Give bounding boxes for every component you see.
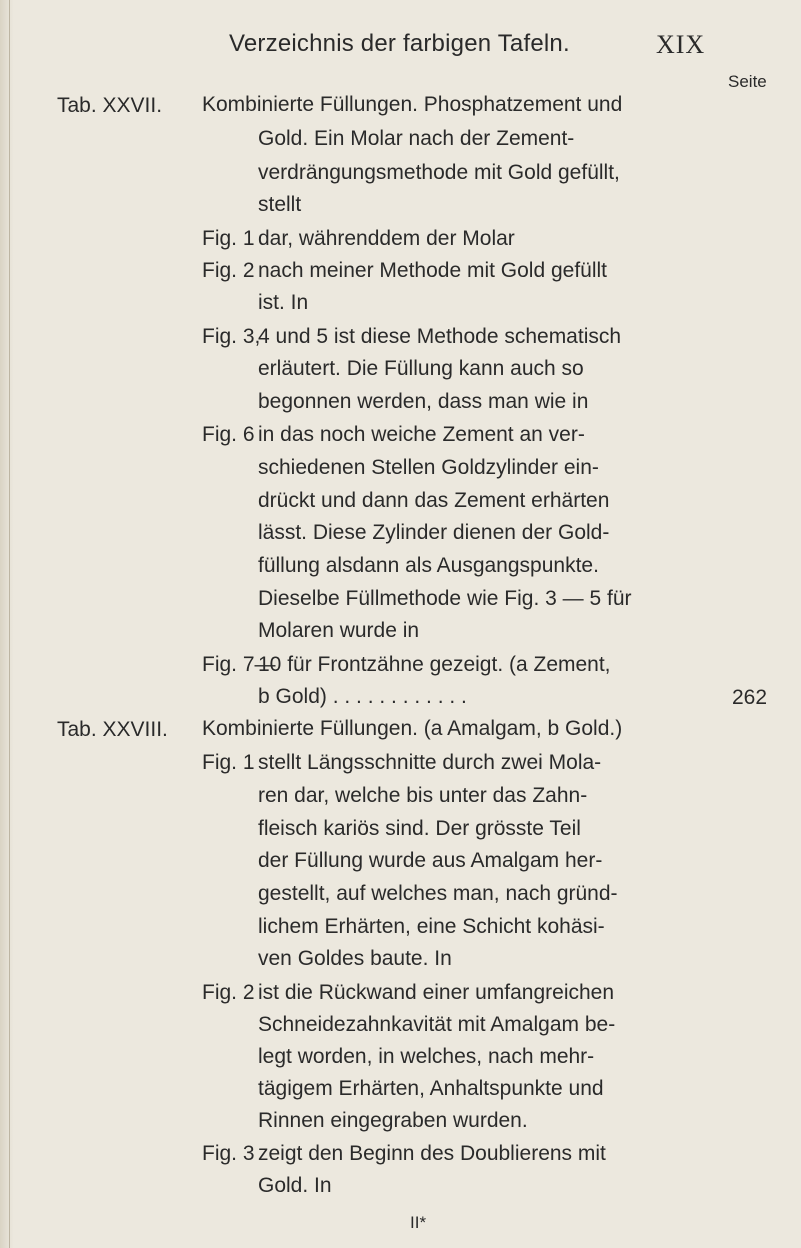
fig-label: Fig. 1 <box>202 751 255 774</box>
entry-line: Gold. Ein Molar nach der Zement- <box>258 127 575 150</box>
fig-label: Fig. 2 <box>202 981 255 1004</box>
fig-label: Fig. 1 <box>202 227 255 250</box>
fig-label: Fig. 7— <box>202 653 276 676</box>
entry-line: Kombinierte Füllungen. Phosphatzement und <box>202 93 623 116</box>
entry-line: ven Goldes baute. In <box>258 947 452 970</box>
entry-line: lässt. Diese Zylinder dienen der Gold- <box>258 521 610 544</box>
entry-line: schiedenen Stellen Goldzylinder ein- <box>258 456 599 479</box>
fig-label: Fig. 3, <box>202 325 261 348</box>
fig-row <box>202 324 621 350</box>
fig-row <box>202 1141 606 1167</box>
entry-line: 10 für Frontzähne gezeigt. (a Zement, <box>258 653 611 676</box>
entry-line: erläutert. Die Füllung kann auch so <box>258 357 584 380</box>
entry-line: füllung alsdann als Ausgangspunkte. <box>258 554 599 577</box>
fig-row <box>202 980 614 1006</box>
entry-line: in das noch weiche Zement an ver- <box>258 423 585 446</box>
entry-line: Gold. In <box>258 1174 332 1197</box>
book-gutter <box>0 0 14 1248</box>
entry-line: b Gold) . . . . . . . . . . . . <box>258 685 467 708</box>
entry-line: lichem Erhärten, eine Schicht kohäsi- <box>258 915 605 938</box>
entry-line: ren dar, welche bis unter das Zahn- <box>258 784 588 807</box>
entry-line: Rinnen eingegraben wurden. <box>258 1109 528 1132</box>
entry-line: tägigem Erhärten, Anhaltspunkte und <box>258 1077 604 1100</box>
running-title: Verzeichnis der farbigen Tafeln. <box>229 30 570 57</box>
tab-label-xxviii: Tab. XXVIII. <box>57 718 168 741</box>
entry-line: gestellt, auf welches man, nach gründ- <box>258 882 618 905</box>
seite-column-label: Seite <box>728 72 767 91</box>
page-ref: 262 <box>732 686 768 709</box>
entry-line: fleisch kariös sind. Der grösste Teil <box>258 817 581 840</box>
fig-row <box>202 226 515 252</box>
fig-row <box>202 258 607 284</box>
entry-line: begonnen werden, dass man wie in <box>258 390 589 413</box>
tab-label-xxvii: Tab. XXVII. <box>57 94 163 117</box>
fig-label: Fig. 6 <box>202 423 255 446</box>
entry-line: Kombinierte Füllungen. (a Amalgam, b Gold.) <box>202 717 623 740</box>
fig-row <box>202 422 585 448</box>
entry-line: stellt Längsschnitte durch zwei Mola- <box>258 751 602 774</box>
entry-line: drückt und dann das Zement erhärten <box>258 489 610 512</box>
entry-line: nach meiner Methode mit Gold gefüllt <box>258 259 608 282</box>
fig-row <box>202 652 611 678</box>
page-number-roman: XIX <box>656 30 706 59</box>
signature-mark: II* <box>410 1213 427 1232</box>
entry-line: Dieselbe Füllmethode wie Fig. 3 — 5 für <box>258 587 632 610</box>
entry-line: Molaren wurde in <box>258 619 420 642</box>
entry-line: legt worden, in welches, nach mehr- <box>258 1045 595 1068</box>
entry-line: zeigt den Beginn des Doublierens mit <box>258 1142 606 1165</box>
fig-label: Fig. 2 <box>202 259 255 282</box>
entry-line: Schneidezahnkavität mit Amalgam be- <box>258 1013 616 1036</box>
gutter-line <box>9 0 10 1248</box>
entry-line: ist die Rückwand einer umfangreichen <box>258 981 615 1004</box>
entry-line: stellt <box>258 193 302 216</box>
fig-label: Fig. 3 <box>202 1142 255 1165</box>
entry-line: 4 und 5 ist diese Methode schematisch <box>258 325 622 348</box>
entry-line: der Füllung wurde aus Amalgam her- <box>258 849 603 872</box>
fig-row <box>202 750 601 776</box>
entry-line: ist. In <box>258 291 309 314</box>
entry-line: verdrängungsmethode mit Gold gefüllt, <box>258 161 620 184</box>
entry-line: dar, währenddem der Molar <box>258 227 515 250</box>
